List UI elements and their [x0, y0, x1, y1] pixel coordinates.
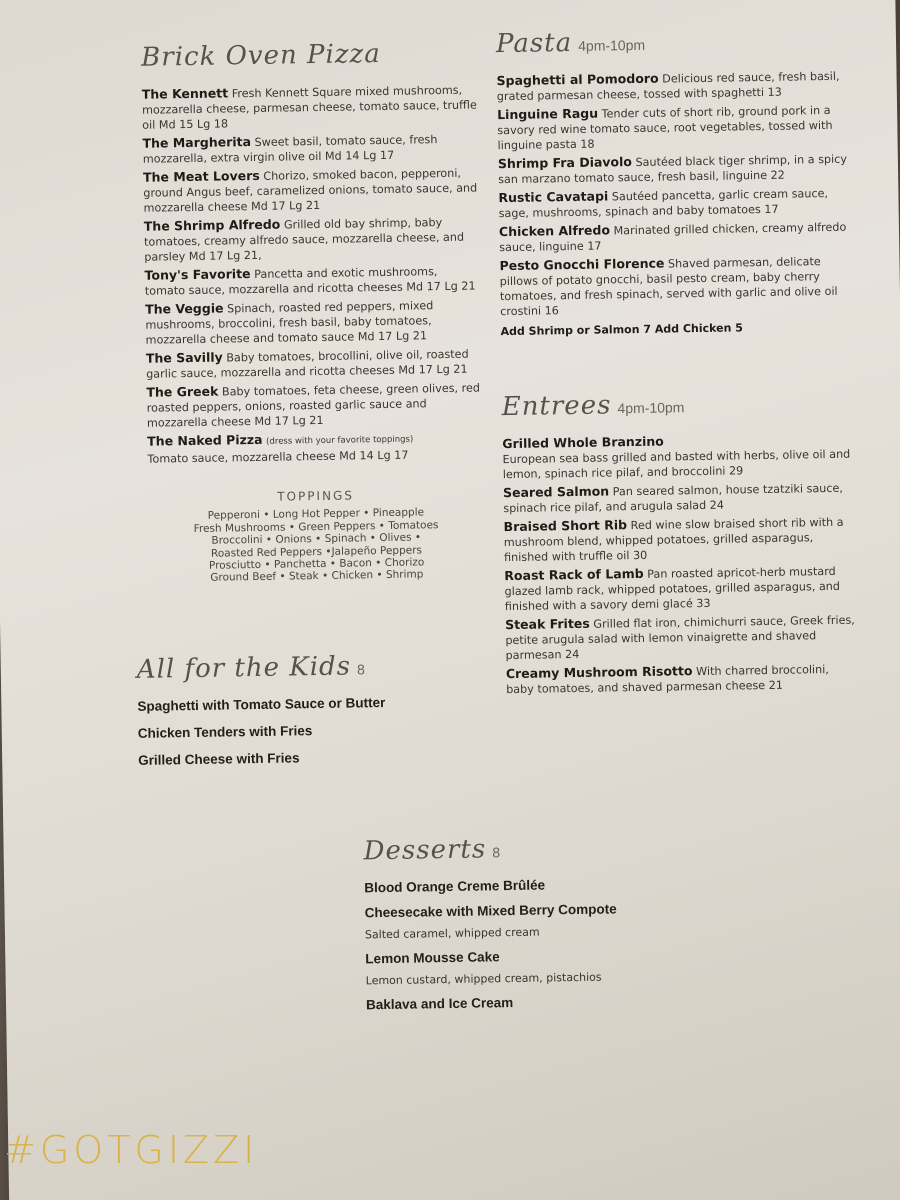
entree-desc: Pan seared salmon, house tzatziki sauce, spinach rice pilaf, and arugula salad 24: [503, 481, 844, 516]
pasta-item: [499, 219, 849, 255]
pasta-item: [498, 151, 848, 187]
entree-name: Steak Frites: [505, 615, 590, 633]
kids-heading: All for the Kids: [136, 651, 352, 685]
pizza-desc: Grilled old bay shrimp, baby tomatoes, creamy alfredo sauce, mozzarella cheese, and parsley Md 17 Lg 21,: [143, 216, 465, 264]
pasta-heading-row: [496, 24, 846, 59]
entrees-hours: 4pm-10pm: [617, 399, 685, 417]
dessert-name: Blood Orange Creme Brûlée: [364, 877, 546, 896]
pizza-name: The Naked Pizza: [147, 431, 263, 449]
pasta-name: Chicken Alfredo: [498, 222, 611, 240]
pasta-name: Linguine Ragu: [497, 105, 599, 123]
kids-price: 8: [356, 661, 365, 678]
pizza-desc: Tomato sauce, mozzarella cheese Md 14 Lg 17: [147, 448, 409, 466]
pizza-desc: Sweet basil, tomato sauce, fresh mozzarella, extra virgin olive oil Md 14 Lg 17: [142, 133, 438, 166]
pizza-desc: Pancetta and exotic mushrooms, tomato sauce, mozzarella and ricotta cheeses Md 17 Lg 21: [144, 265, 476, 298]
pizza-section: [141, 37, 484, 585]
kids-item: Grilled Cheese with Fries: [138, 750, 300, 768]
pizza-item: [145, 296, 481, 347]
dessert-name: Baklava and Ice Cream: [365, 995, 514, 1013]
entree-item: [502, 431, 853, 482]
pizza-item-naked: [147, 428, 482, 466]
pizza-desc: Baby tomatoes, brocollini, olive oil, roasted garlic sauce, mozzarella and ricotta cheeses Md 17 Lg 21: [146, 347, 469, 381]
entree-desc: Grilled flat iron, chimichurri sauce, Greek fries, petite arugula salad with lemon vinaigrette and shaved parmesan 24: [505, 613, 855, 663]
pizza-desc: Chorizo, smoked bacon, pepperoni, ground Angus beef, caramelized onions, tomato sauce, and mozzarella cheese Md 17 Lg 21: [143, 166, 478, 215]
pizza-desc: Fresh Kennett Square mixed mushrooms, mozzarella cheese, parmesan cheese, tomato sauce, truffle oil Md 15 Lg 18: [141, 83, 477, 132]
desserts-section: [363, 831, 686, 1012]
toppings-line: Broccolini • Onions • Spinach • Olives •: [211, 531, 422, 547]
toppings-line: Ground Beef • Steak • Chicken • Shrimp: [210, 568, 424, 585]
kids-section: [137, 650, 469, 768]
dessert-desc: Lemon custard, whipped cream, pistachios: [365, 970, 602, 988]
pasta-entree-column: [496, 24, 856, 700]
entrees-section: [501, 387, 856, 697]
entree-item: [503, 514, 854, 565]
desserts-heading: Desserts: [363, 834, 487, 867]
entree-item: [503, 480, 853, 516]
kids-item: Spaghetti with Tomato Sauce or Butter: [137, 694, 386, 714]
entree-desc: With charred broccolini, baby tomatoes, and shaved parmesan cheese 21: [506, 663, 829, 697]
pizza-name: The Margherita: [142, 134, 252, 151]
pizza-item: [146, 345, 481, 381]
entree-desc: European sea bass grilled and basted with herbs, olive oil and lemon, spinach rice pilaf, and broccolini 29: [502, 447, 851, 482]
pizza-heading: Brick Oven Pizza: [140, 38, 381, 73]
toppings-line: Roasted Red Peppers •Jalapeño Peppers: [210, 544, 423, 560]
pizza-item: [142, 81, 478, 132]
toppings-box: [148, 487, 484, 585]
entree-desc: Red wine slow braised short rib with a mushroom blend, whipped potatoes, grilled asparagus, finished with truffle oil 30: [503, 515, 844, 565]
dessert-name: Cheesecake with Mixed Berry Compote: [364, 901, 617, 921]
pizza-item: [146, 379, 482, 430]
pasta-name: Rustic Cavatapi: [498, 188, 609, 206]
pasta-name: Spaghetti al Pomodoro: [496, 70, 659, 89]
entree-name: Roast Rack of Lamb: [504, 565, 644, 584]
dessert-desc: Salted caramel, whipped cream: [364, 925, 540, 942]
pizza-name: Tony's Favorite: [144, 266, 251, 283]
watermark-hashtag: #GOTGIZZI: [4, 1128, 259, 1172]
pizza-desc: Baby tomatoes, feta cheese, green olives, red roasted peppers, onions, roasted garlic sauce and mozzarella cheese Md 17 Lg 21: [146, 381, 481, 430]
entree-item: [506, 661, 856, 697]
pasta-item: [496, 68, 846, 104]
toppings-title: TOPPINGS: [277, 488, 355, 504]
entree-name: Seared Salmon: [502, 483, 610, 501]
entree-name: Braised Short Rib: [503, 517, 628, 535]
pasta-desc: Sautéed pancetta, garlic cream sauce, sage, mushrooms, spinach and baby tomatoes 17: [498, 186, 829, 221]
toppings-line: Prosciutto • Panchetta • Bacon • Chorizo: [208, 556, 425, 572]
pasta-name: Shrimp Fra Diavolo: [497, 154, 633, 172]
dessert-name: Lemon Mousse Cake: [365, 949, 500, 967]
toppings-line: Pepperoni • Long Hot Pepper • Pineapple: [207, 506, 425, 523]
pizza-name: The Kennett: [141, 85, 229, 102]
kids-heading-row: [137, 650, 467, 685]
pasta-item: [497, 102, 848, 153]
pasta-item: [498, 185, 848, 221]
desserts-heading-row: [363, 831, 683, 866]
pasta-heading: Pasta: [495, 27, 573, 60]
pizza-name: The Shrimp Alfredo: [143, 216, 281, 234]
desserts-price: 8: [492, 844, 501, 861]
pizza-item: [142, 130, 477, 166]
pizza-name: The Meat Lovers: [142, 167, 260, 185]
pasta-name: Pesto Gnocchi Florence: [499, 255, 665, 274]
pasta-addons: Add Shrimp or Salmon 7 Add Chicken 5: [500, 321, 743, 339]
pizza-name: The Savilly: [145, 349, 223, 366]
pasta-desc: Tender cuts of short rib, ground pork in a savory red wine tomato sauce, root vegetables, tossed with linguine pasta 18: [497, 103, 833, 153]
entree-item: [504, 563, 855, 614]
pasta-desc: Sautéed black tiger shrimp, in a spicy san marzano tomato sauce, fresh basil, linguine 22: [498, 152, 848, 187]
entree-item: [505, 612, 856, 663]
entree-name: Creamy Mushroom Risotto: [505, 663, 693, 682]
pizza-name: The Veggie: [145, 300, 224, 317]
pizza-item: [144, 262, 479, 298]
pizza-heading-row: [141, 37, 476, 72]
pasta-desc: Marinated grilled chicken, creamy alfredo sauce, linguine 17: [499, 220, 847, 255]
entrees-heading: Entrees: [501, 390, 612, 423]
pasta-item: [499, 253, 850, 319]
entree-name: Grilled Whole Branzino: [502, 433, 664, 452]
pizza-item: [143, 164, 479, 215]
pizza-item: [144, 213, 480, 264]
pasta-desc: Shaved parmesan, delicate pillows of potato gnocchi, basil pesto cream, baby cherry tomatoes, and fresh spinach, served with garlic and olive oil crostini 16: [499, 255, 838, 319]
kids-item: Chicken Tenders with Fries: [137, 723, 313, 741]
toppings-line: Fresh Mushrooms • Green Peppers • Tomatoes: [193, 518, 439, 535]
pasta-hours: 4pm-10pm: [578, 36, 646, 54]
pizza-desc: Spinach, roasted red peppers, mixed mushrooms, broccolini, fresh basil, baby tomatoes, mozzarella cheese and tomato sauce Md 17 Lg 21: [145, 299, 434, 347]
entrees-heading-row: [501, 387, 851, 422]
pizza-note: (dress with your favorite toppings): [266, 434, 414, 447]
entree-desc: Pan roasted apricot-herb mustard glazed lamb rack, whipped potatoes, grilled asparagus, and finished with a savory demi glacé 33: [504, 564, 841, 614]
pizza-name: The Greek: [146, 383, 219, 400]
pasta-desc: Delicious red sauce, fresh basil, grated parmesan cheese, tossed with spaghetti 13: [496, 69, 840, 104]
